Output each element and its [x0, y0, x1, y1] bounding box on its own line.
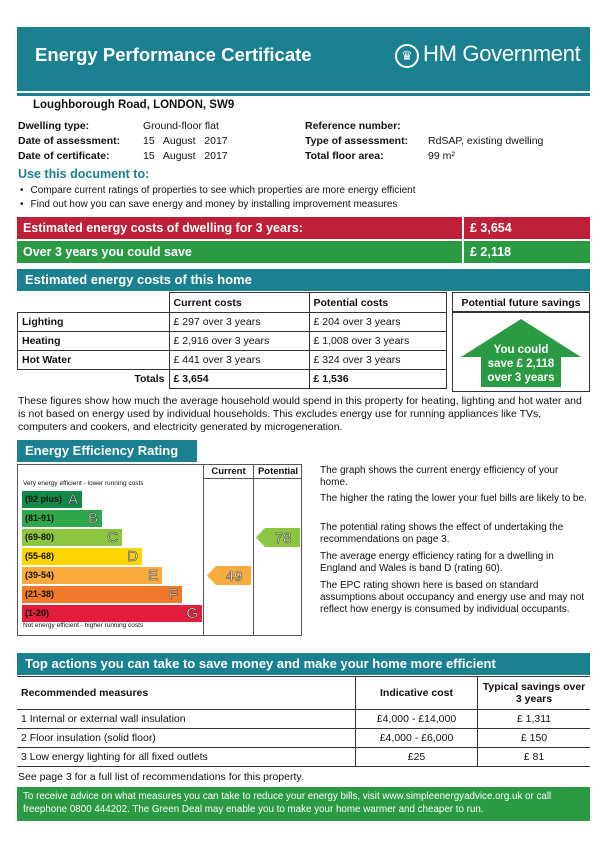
eer-bottom-note: Not energy efficient - higher running costs — [23, 622, 144, 629]
assessment-date-value: 15 August 2017 — [143, 135, 228, 147]
actions-table — [17, 676, 590, 767]
reference-label: Reference number: — [305, 120, 401, 132]
eer-band-range: (39-54) — [25, 570, 55, 580]
eer-band-letter: G — [186, 605, 198, 622]
savings-value: £ 2,118 — [464, 241, 590, 263]
future-savings-box — [452, 312, 590, 392]
floor-area-label: Total floor area: — [305, 150, 384, 162]
crown-crest-icon: ♛ — [395, 44, 419, 68]
eer-band-range: (55-68) — [25, 551, 55, 561]
eer-current-rating-value: 49 — [225, 568, 243, 585]
assessment-type-label: Type of assessment: — [305, 135, 409, 147]
totals-current: £ 3,654 — [169, 370, 309, 389]
use-document-title: Use this document to: — [18, 167, 150, 181]
estimated-costs-bar: Estimated energy costs of dwelling for 3 years: — [17, 217, 462, 239]
estimated-costs-value: £ 3,654 — [464, 217, 590, 239]
eer-text-4: The average energy efficiency rating for a dwelling in England and Wales is band D (rating 60). — [320, 551, 554, 574]
eer-band-c — [22, 529, 122, 546]
eer-band-letter: A — [67, 491, 78, 508]
property-address: Loughborough Road, LONDON, SW9 — [33, 99, 235, 111]
certificate-date-value: 15 August 2017 — [143, 150, 228, 162]
future-savings-header: Potential future savings — [452, 292, 590, 312]
dwelling-type-label: Dwelling type: — [18, 120, 90, 132]
eer-band-range: (1-20) — [25, 608, 50, 618]
eer-current-rating — [207, 566, 251, 585]
savings-bar: Over 3 years you could save — [17, 241, 462, 263]
eer-band-letter: C — [107, 529, 118, 546]
eer-section-title: Energy Efficiency Rating — [17, 440, 197, 462]
measures-header: Recommended measures — [17, 677, 356, 710]
eer-band-range: (81-91) — [25, 513, 55, 523]
eer-band-e — [22, 567, 162, 584]
eer-band-range: (92 plus) — [25, 494, 63, 504]
arrow-text-line3: over 3 years — [487, 372, 555, 384]
eer-band-g — [22, 605, 202, 622]
measure: 3 Low energy lighting for all fixed outlets — [17, 748, 356, 767]
current-cost: £ 441 over 3 years — [169, 351, 309, 370]
eer-current-header: Current — [211, 466, 246, 477]
eer-text-3: The potential rating shows the effect of undertaking the recommendations on page 3. — [320, 522, 564, 545]
table-row — [18, 351, 447, 370]
hm-government-logo: HM Government — [423, 41, 581, 66]
potential-costs-header: Potential costs — [309, 293, 446, 313]
eer-band-letter: B — [87, 510, 98, 527]
table-row — [17, 710, 590, 729]
blank-header — [18, 293, 170, 313]
totals-label: Totals — [18, 370, 170, 389]
eer-band-d — [22, 548, 142, 565]
arrow-text-line2: save £ 2,118 — [487, 358, 555, 370]
arrow-text-line1: You could — [493, 344, 549, 356]
savings: £ 1,311 — [478, 710, 591, 729]
see-page-note: See page 3 for a full list of recommendations for this property. — [18, 771, 304, 783]
eer-text-2: The higher the rating the lower your fuel bills are likely to be. — [320, 493, 587, 504]
eer-band-letter: E — [147, 567, 158, 584]
savings: £ 81 — [478, 748, 591, 767]
costs-section-title: Estimated energy costs of this home — [17, 269, 590, 291]
eer-potential-rating-value: 78 — [274, 530, 292, 547]
use-bullet: • Find out how you can save energy and money by installing improvement measures — [20, 199, 397, 210]
divider — [17, 93, 590, 96]
row-label: Heating — [18, 332, 170, 351]
cost: £25 — [356, 748, 478, 767]
row-label: Lighting — [18, 313, 170, 332]
savings: £ 150 — [478, 729, 591, 748]
eer-chart — [17, 464, 302, 636]
cost: £4,000 - £6,000 — [356, 729, 478, 748]
totals-potential: £ 1,536 — [309, 370, 446, 389]
assessment-date-label: Date of assessment: — [18, 135, 121, 147]
actions-section-title: Top actions you can take to save money and make your home more efficient — [17, 653, 590, 675]
eer-band-b — [22, 510, 102, 527]
certificate-title: Energy Performance Certificate — [35, 44, 312, 65]
eer-band-f — [22, 586, 182, 603]
costs-note: These figures show how much the average household would spend in this property for heating, lighting and hot water and is not based on energy used by individual households. This excludes energy use for running appliances like TVs, computers and cookers, and electricity generated by microgeneration. — [18, 395, 582, 433]
totals-row — [18, 370, 447, 389]
eer-potential-header: Potential — [257, 466, 299, 477]
eer-band-a — [22, 491, 82, 508]
current-costs-header: Current costs — [169, 293, 309, 313]
floor-area-value: 99 m² — [428, 150, 455, 162]
eer-band-range: (69-80) — [25, 532, 55, 542]
row-label: Hot Water — [18, 351, 170, 370]
savings-header: Typical savings over 3 years — [478, 677, 591, 710]
measure: 1 Internal or external wall insulation — [17, 710, 356, 729]
potential-cost: £ 324 over 3 years — [309, 351, 446, 370]
eer-text-1: The graph shows the current energy efficiency of your home. — [320, 465, 559, 488]
assessment-type-value: RdSAP, existing dwelling — [428, 135, 544, 147]
eer-band-letter: D — [127, 548, 138, 565]
eer-band-range: (21-38) — [25, 589, 55, 599]
table-row — [17, 729, 590, 748]
current-cost: £ 297 over 3 years — [169, 313, 309, 332]
table-row — [18, 332, 447, 351]
table-row — [18, 313, 447, 332]
potential-cost: £ 1,008 over 3 years — [309, 332, 446, 351]
use-bullet: • Compare current ratings of properties to see which properties are more energy efficient — [20, 185, 416, 196]
cost: £4,000 - £14,000 — [356, 710, 478, 729]
measure: 2 Floor insulation (solid floor) — [17, 729, 356, 748]
eer-text-5: The EPC rating shown here is based on standard assumptions about occupancy and energy use and may not reflect how energy is consumed by individual occupants. — [320, 580, 585, 615]
eer-band-letter: F — [168, 586, 178, 603]
advice-footer: To receive advice on what measures you can take to reduce your energy bills, visit www.simpleenergyadvice.org.uk or call freephone 0800 444202. The Green Deal may enable you to make your home warmer and cheaper to run. — [17, 787, 590, 821]
table-row — [17, 748, 590, 767]
current-cost: £ 2,916 over 3 years — [169, 332, 309, 351]
costs-table — [17, 292, 447, 389]
certificate-date-label: Date of certificate: — [18, 150, 110, 162]
eer-top-note: Very energy efficient - lower running costs — [23, 480, 144, 487]
potential-cost: £ 204 over 3 years — [309, 313, 446, 332]
eer-potential-rating — [256, 528, 300, 547]
certificate-header — [17, 27, 590, 91]
cost-header: Indicative cost — [356, 677, 478, 710]
dwelling-type-value: Ground-floor flat — [143, 120, 219, 132]
